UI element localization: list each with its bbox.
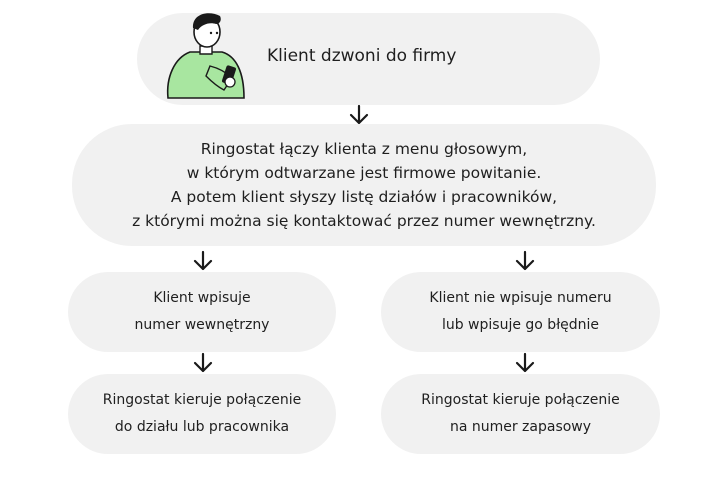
node-voice-menu-line-4: z którymi można się kontaktować przez numer wewnętrzny. (132, 212, 596, 230)
node-voice-menu (72, 124, 656, 246)
node-route-to-backup-line-1: Ringostat kieruje połączenie (421, 392, 620, 408)
node-route-to-department-line-1: Ringostat kieruje połączenie (102, 392, 302, 408)
arrow-down-icon (192, 352, 214, 374)
arrow-down-icon (348, 104, 370, 126)
arrow-down-icon (514, 250, 536, 272)
node-voice-menu-line-1: Ringostat łączy klienta z menu głosowym, (200, 140, 528, 158)
node-enters-extension (68, 272, 336, 352)
node-client-calls-text: Klient dzwoni do firmy (267, 46, 457, 66)
node-no-extension (381, 272, 660, 352)
node-voice-menu-line-3: A potem klient słyszy listę działów i pracowników, (170, 188, 558, 206)
arrow-down-icon (514, 352, 536, 374)
node-route-to-backup-line-2: na numer zapasowy (449, 419, 592, 435)
node-no-extension-line-2: lub wpisuje go błędnie (441, 317, 600, 333)
node-no-extension-line-1: Klient nie wpisuje numeru (429, 290, 612, 306)
person-with-phone-icon (160, 6, 250, 106)
arrow-down-icon (192, 250, 214, 272)
node-route-to-department-line-2: do działu lub pracownika (114, 419, 290, 435)
node-route-to-department (68, 374, 336, 454)
node-enters-extension-line-2: numer wewnętrzny (134, 317, 270, 333)
node-enters-extension-line-1: Klient wpisuje (153, 290, 251, 306)
node-route-to-backup (381, 374, 660, 454)
node-voice-menu-line-2: w którym odtwarzane jest firmowe powitanie. (186, 164, 542, 182)
